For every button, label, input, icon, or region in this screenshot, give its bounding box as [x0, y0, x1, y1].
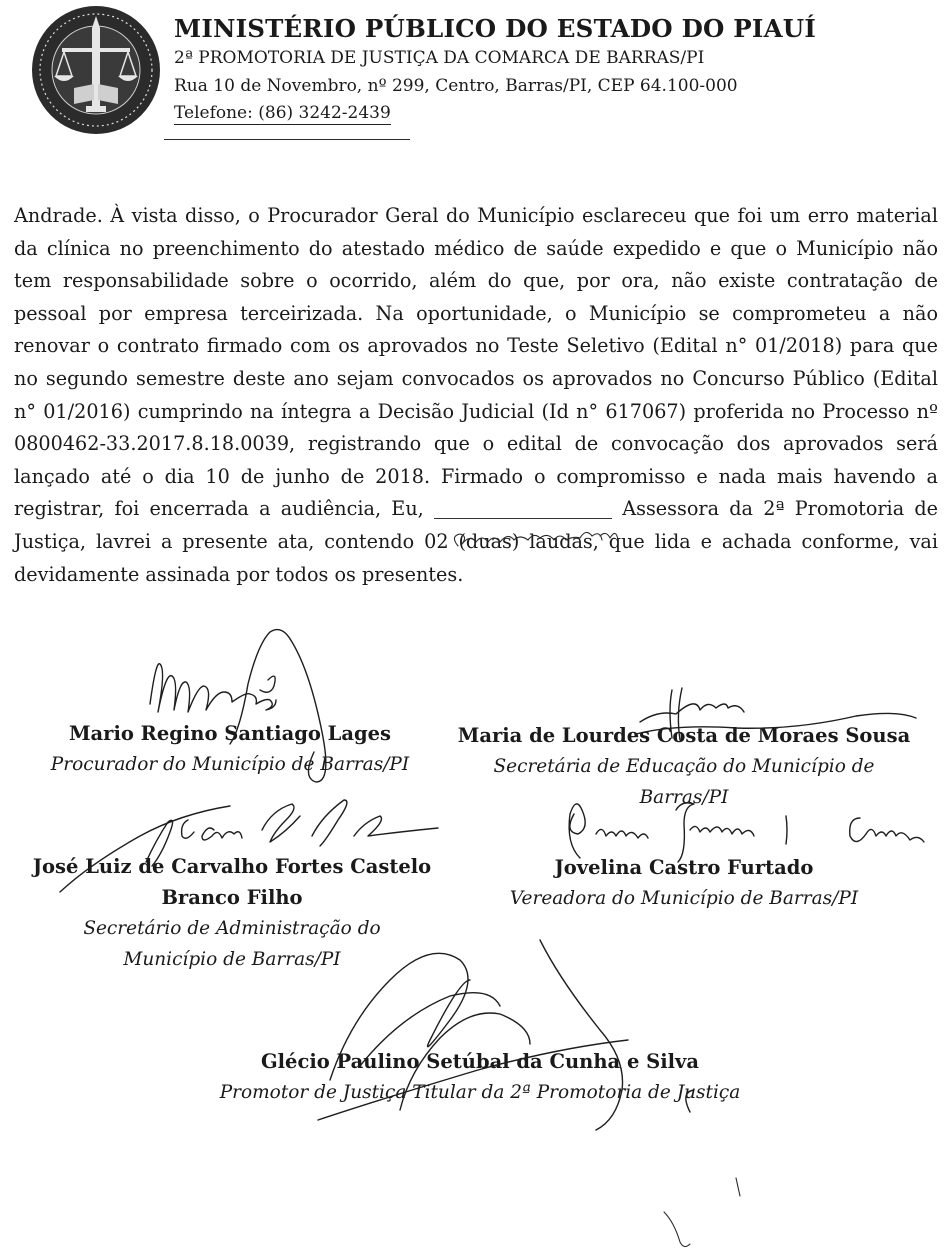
clerk-signature-line: [434, 496, 612, 519]
signatory-name: Maria de Lourdes Costa de Moraes Sousa: [457, 724, 911, 747]
signatory-name: Jovelina Castro Furtado: [554, 856, 814, 879]
signature-block-glecio: [170, 1046, 790, 1108]
signature-block-mario: [22, 718, 438, 780]
signatory-role: Secretário de Administração do: [83, 918, 381, 939]
letterhead: [174, 14, 934, 126]
page-mark: [664, 1178, 740, 1247]
office-phone: Telefone: (86) 3242-2439: [174, 103, 391, 123]
signatory-role-cont: Município de Barras/PI: [123, 949, 341, 970]
minutes-body: [14, 200, 938, 591]
signatory-name: Mario Regino Santiago Lages: [68, 722, 392, 745]
justice-seal-icon: [28, 2, 164, 138]
signatory-role-cont: Barras/PI: [639, 787, 729, 808]
header-divider: [164, 139, 410, 140]
ministry-title: MINISTÉRIO PÚBLICO DO ESTADO DO PIAUÍ: [174, 14, 817, 43]
signatory-name: Glécio Paulino Setúbal da Cunha e Silva: [260, 1050, 700, 1073]
signatory-role: Vereadora do Município de Barras/PI: [509, 888, 859, 909]
signatory-name: José Luiz de Carvalho Fortes Castelo: [32, 855, 432, 878]
signature-block-jose: [12, 851, 452, 975]
body-text-part2: Assessora da 2ª Promotoria de Justiça, lavrei a presente ata, contendo 02 (duas) laudas, que lida e achada conforme, vai devidamente assinada por todos os presentes.: [14, 497, 938, 586]
signatory-role: Procurador do Município de Barras/PI: [50, 754, 410, 775]
body-text-part1: Andrade. À vista disso, o Procurador Geral do Município esclareceu que foi um erro material da clínica no preenchimento do atestado médico de saúde expedido e que o Município não tem responsabilidade sobre o ocorrido, além do que, por ora, não existe contratação de pessoal por empresa terceirizada. Na oportunidade, o Município se comprometeu a não renovar o contrato firmado com os aprovados no Teste Seletivo (Edital n° 01/2018) para que no segundo semestre deste ano sejam convocados os aprovados no Concurso Público (Edital n° 01/2016) cumprindo na íntegra a Decisão Judicial (Id n° 617067) proferida no Processo nº 0800462-33.2017.8.18.0039, registrando que o edital de convocação dos aprovados será lançado até o dia 10 de junho de 2018. Firmado o compromisso e nada mais havendo a registrar, foi encerrada a audiência, Eu,: [14, 204, 938, 521]
signatory-name-cont: Branco Filho: [161, 886, 303, 909]
office-name: 2ª PROMOTORIA DE JUSTIÇA DA COMARCA DE BARRAS/PI: [174, 48, 705, 68]
signature-block-jovelina: [474, 852, 894, 914]
signature-block-maria: [448, 720, 920, 813]
signatory-role: Secretária de Educação do Município de: [493, 756, 875, 777]
office-address: Rua 10 de Novembro, nº 299, Centro, Barras/PI, CEP 64.100-000: [174, 76, 738, 96]
signatory-role: Promotor de Justiça Titular da 2ª Promotoria de Justiça: [219, 1082, 741, 1103]
